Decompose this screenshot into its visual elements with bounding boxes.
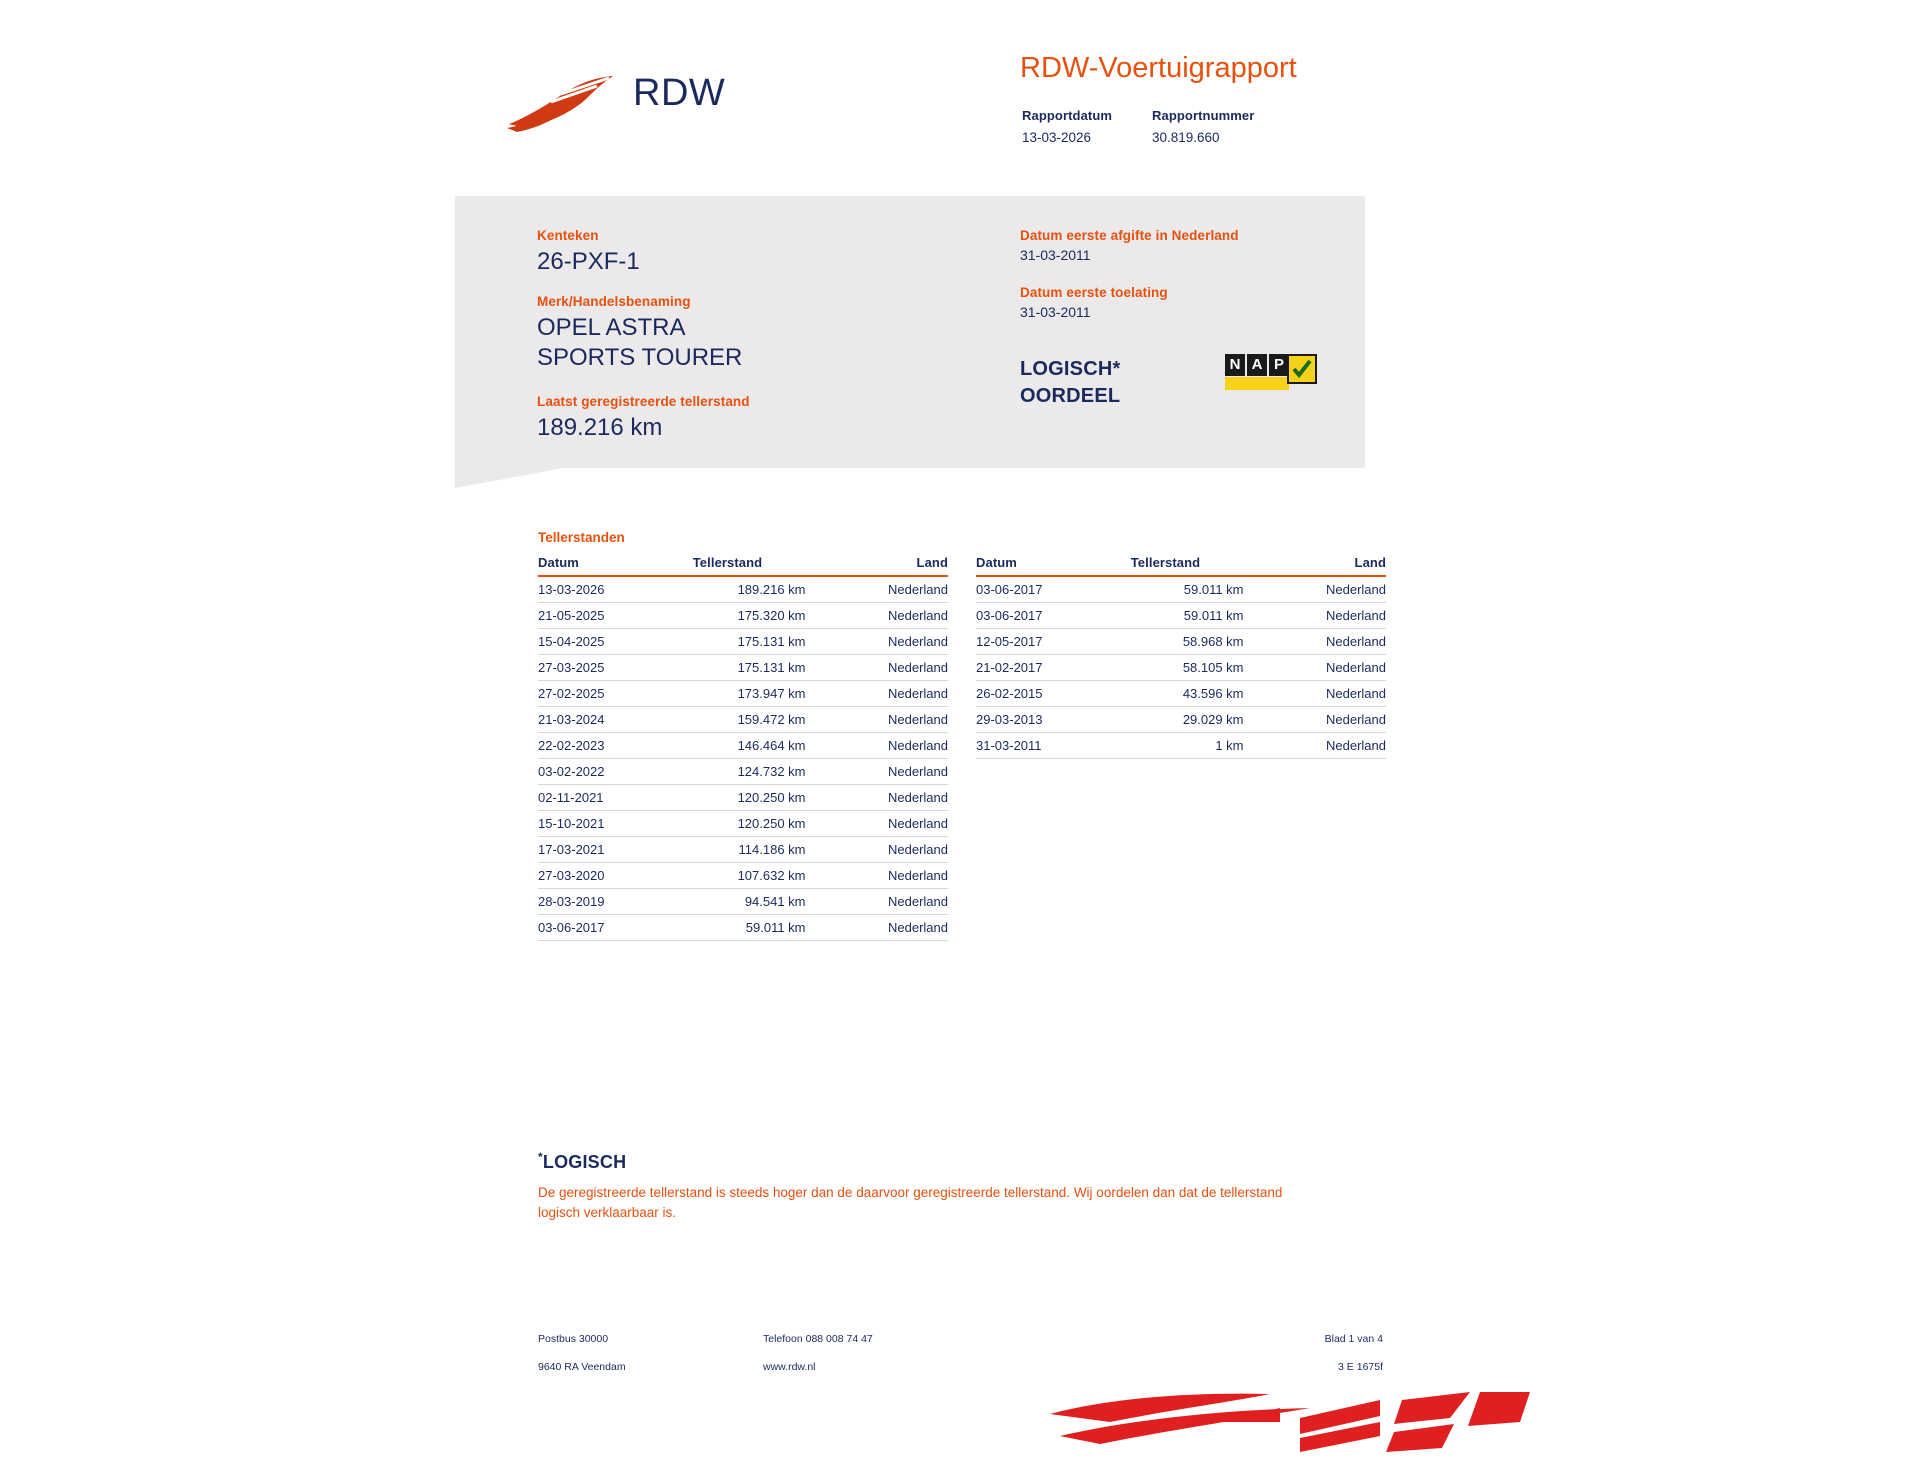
eerste-toelating-label: Datum eerste toelating [1020,285,1168,300]
report-number-value: 30.819.660 [1152,130,1220,145]
merk-value-line1: OPEL ASTRA [537,314,686,342]
footnote-title-text: LOGISCH [542,1152,627,1172]
table-row [538,603,948,629]
eerste-toelating-value: 31-03-2011 [1020,304,1091,320]
cell-datum: 21-03-2024 [538,707,651,733]
kenteken-label: Kenteken [537,228,599,243]
footnote-block [538,1150,1338,1224]
footnote-asterisk: * [538,1150,543,1164]
cell-land: Nederland [1244,603,1386,629]
document-header [505,30,1405,145]
table-row [976,655,1386,681]
cell-land: Nederland [806,785,948,811]
cell-tellerstand: 173.947 km [651,681,806,707]
footer-decoration-icon [1050,1392,1530,1452]
report-date-value: 13-03-2026 [1022,130,1092,145]
cell-tellerstand: 94.541 km [651,889,806,915]
table-row [538,759,948,785]
table-row [538,655,948,681]
cell-land: Nederland [806,655,948,681]
cell-land: Nederland [806,915,948,941]
table-row [976,733,1386,759]
eerste-afgifte-value: 31-03-2011 [1020,247,1091,263]
table-row [538,576,948,603]
column-header-land: Land [806,553,948,576]
report-meta [1022,108,1254,145]
cell-land: Nederland [1244,733,1386,759]
cell-tellerstand: 146.464 km [651,733,806,759]
rdw-logo [505,50,805,130]
cell-tellerstand: 59.011 km [651,915,806,941]
footnote-body: De geregistreerde tellerstand is steeds hoger dan de daarvoor geregistreerde tellerstand. Wij oordelen dan dat de tellerstand logisch verklaarbaar is. [538,1185,1283,1221]
vehicle-summary-panel [455,196,1365,468]
cell-tellerstand: 43.596 km [1089,681,1244,707]
cell-tellerstand: 59.011 km [1089,603,1244,629]
footer-website[interactable]: www.rdw.nl [763,1361,816,1373]
table-header-row [538,553,948,576]
cell-tellerstand: 124.732 km [651,759,806,785]
cell-tellerstand: 29.029 km [1089,707,1244,733]
cell-land: Nederland [806,759,948,785]
cell-land: Nederland [806,707,948,733]
cell-land: Nederland [806,681,948,707]
vehicle-summary-right [1020,228,1350,342]
cell-datum: 03-06-2017 [976,576,1089,603]
nap-letters [1225,354,1291,376]
table-header-row [976,553,1386,576]
rdw-logo-icon [505,72,625,132]
cell-tellerstand: 58.105 km [1089,655,1244,681]
odometer-tables-title: Tellerstanden [538,530,625,545]
cell-datum: 26-02-2015 [976,681,1089,707]
table-row [538,733,948,759]
odometer-table-right [976,553,1386,759]
cell-land: Nederland [1244,707,1386,733]
report-date-label: Rapportdatum [1022,108,1113,123]
footer-page-number: Blad 1 van 4 [1324,1333,1383,1345]
table-row [538,707,948,733]
table-row [976,629,1386,655]
cell-tellerstand: 175.320 km [651,603,806,629]
kenteken-value: 26-PXF-1 [537,248,640,275]
cell-datum: 03-06-2017 [538,915,651,941]
table-row [538,811,948,837]
table-row [538,785,948,811]
table-row [976,681,1386,707]
column-header-land: Land [1244,553,1386,576]
cell-datum: 21-02-2017 [976,655,1089,681]
table-row [538,837,948,863]
cell-tellerstand: 1 km [1089,733,1244,759]
cell-tellerstand: 107.632 km [651,863,806,889]
report-date-block [1022,108,1152,145]
nap-yellow-bar [1225,377,1289,390]
verdict-line2: OORDEEL [1020,385,1121,407]
cell-tellerstand: 175.131 km [651,629,806,655]
check-icon [1287,354,1317,384]
cell-datum: 22-02-2023 [538,733,651,759]
cell-land: Nederland [806,733,948,759]
cell-datum: 03-02-2022 [538,759,651,785]
nap-badge [1225,354,1317,390]
report-number-block [1152,108,1254,145]
cell-datum: 15-04-2025 [538,629,651,655]
rdw-wordmark: RDW [633,72,726,114]
footer-page-info [538,1333,1383,1373]
table-row [538,629,948,655]
footnote-title [538,1150,1338,1173]
table-row [976,707,1386,733]
cell-land: Nederland [806,576,948,603]
table-row [976,603,1386,629]
panel-notch [455,468,563,488]
table-row [538,915,948,941]
footer-phone: Telefoon 088 008 74 47 [763,1333,873,1345]
cell-datum: 31-03-2011 [976,733,1089,759]
cell-tellerstand: 189.216 km [651,576,806,603]
cell-datum: 03-06-2017 [976,603,1089,629]
cell-land: Nederland [1244,655,1386,681]
merk-label: Merk/Handelsbenaming [537,294,691,310]
table-row [538,863,948,889]
cell-datum: 02-11-2021 [538,785,651,811]
vehicle-summary-left [537,228,957,442]
tellerstand-label: Laatst geregistreerde tellerstand [537,393,750,409]
cell-datum: 13-03-2026 [538,576,651,603]
cell-tellerstand: 175.131 km [651,655,806,681]
cell-datum: 27-03-2020 [538,863,651,889]
column-header-tellerstand: Tellerstand [1089,553,1244,576]
cell-land: Nederland [806,863,948,889]
footer-address-line2: 9640 RA Veendam [538,1361,626,1373]
cell-datum: 21-05-2025 [538,603,651,629]
column-header-tellerstand: Tellerstand [651,553,806,576]
column-header-datum: Datum [976,553,1089,576]
cell-datum: 28-03-2019 [538,889,651,915]
cell-tellerstand: 59.011 km [1089,576,1244,603]
cell-tellerstand: 58.968 km [1089,629,1244,655]
tellerstand-value: 189.216 km [537,413,663,441]
cell-land: Nederland [806,629,948,655]
table-row [538,889,948,915]
cell-tellerstand: 114.186 km [651,837,806,863]
merk-value-line2: SPORTS TOURER [537,343,743,371]
odometer-table-left [538,553,948,941]
cell-land: Nederland [1244,576,1386,603]
cell-tellerstand: 159.472 km [651,707,806,733]
cell-datum: 17-03-2021 [538,837,651,863]
verdict-text [1020,356,1220,410]
cell-land: Nederland [806,889,948,915]
cell-land: Nederland [806,837,948,863]
document-title: RDW-Voertuigrapport [1020,52,1297,84]
cell-land: Nederland [806,811,948,837]
cell-land: Nederland [806,603,948,629]
footer-address-line1: Postbus 30000 [538,1333,609,1345]
eerste-afgifte-label: Datum eerste afgifte in Nederland [1020,228,1239,243]
verdict-line1: LOGISCH* [1020,358,1121,380]
cell-datum: 15-10-2021 [538,811,651,837]
nap-letter-n: N [1225,354,1245,376]
table-row [538,681,948,707]
footer-form-code: 3 E 1675f [1338,1361,1383,1373]
cell-datum: 27-02-2025 [538,681,651,707]
cell-datum: 12-05-2017 [976,629,1089,655]
nap-letter-a: A [1247,354,1267,376]
cell-tellerstand: 120.250 km [651,785,806,811]
nap-letter-p: P [1269,354,1289,376]
report-number-label: Rapportnummer [1152,108,1255,123]
cell-tellerstand: 120.250 km [651,811,806,837]
cell-land: Nederland [1244,681,1386,707]
cell-datum: 29-03-2013 [976,707,1089,733]
table-row [976,576,1386,603]
cell-land: Nederland [1244,629,1386,655]
cell-datum: 27-03-2025 [538,655,651,681]
column-header-datum: Datum [538,553,651,576]
